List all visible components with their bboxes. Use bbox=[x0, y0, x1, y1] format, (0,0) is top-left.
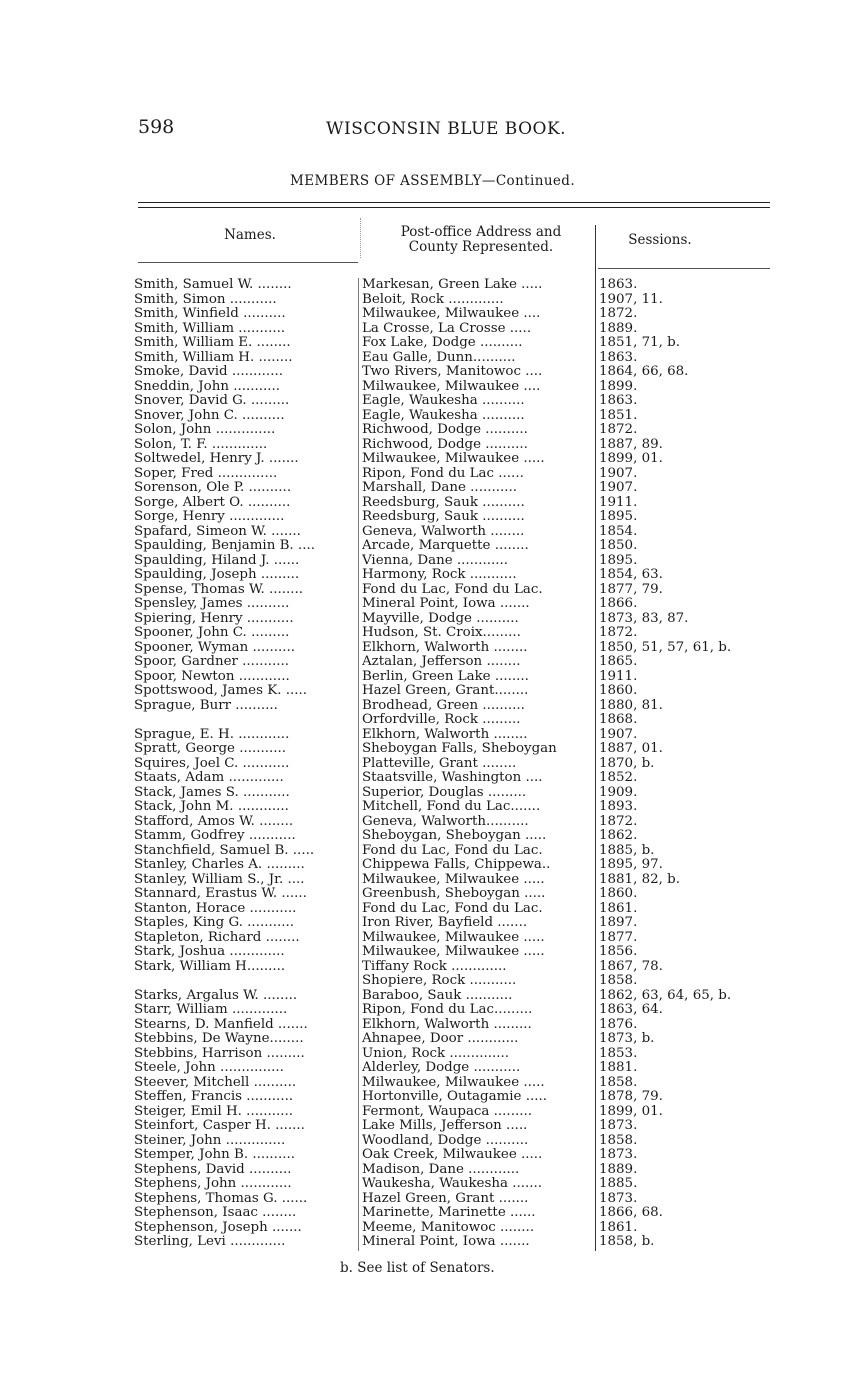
member-address: Fox Lake, Dodge .......... bbox=[362, 336, 523, 350]
page-header bbox=[138, 116, 778, 146]
member-sessions: 1889. bbox=[599, 320, 638, 336]
member-address: Woodland, Dodge .......... bbox=[362, 1133, 529, 1148]
member-address: Orfordville, Rock ......... bbox=[362, 713, 521, 727]
member-name: Stanley, William S., Jr. .... bbox=[134, 872, 305, 887]
member-sessions: 1911. bbox=[599, 494, 638, 510]
member-name: Spratt, George ........... bbox=[134, 742, 287, 756]
member-address: Mineral Point, Iowa ....... bbox=[362, 1235, 530, 1249]
member-sessions: 1895. bbox=[599, 509, 638, 524]
member-name: Steele, John ............... bbox=[134, 1061, 284, 1075]
member-name: Spaulding, Benjamin B. .... bbox=[134, 539, 315, 553]
member-sessions: 1895, 97. bbox=[599, 857, 663, 872]
member-address: Madison, Dane ............ bbox=[362, 1162, 520, 1177]
member-sessions: 1877. bbox=[599, 929, 638, 945]
member-name: Soltwedel, Henry J. ....... bbox=[134, 452, 299, 466]
member-address: Beloit, Rock ............. bbox=[362, 292, 504, 307]
table-row bbox=[0, 989, 859, 1003]
member-sessions: 1868. bbox=[599, 712, 638, 727]
member-address: Eagle, Waukesha .......... bbox=[362, 394, 525, 408]
member-sessions: 1897. bbox=[599, 915, 638, 930]
table-row bbox=[0, 1221, 859, 1235]
member-sessions: 1909. bbox=[599, 784, 638, 800]
member-sessions: 1863. bbox=[599, 393, 638, 408]
member-sessions: 1873. bbox=[599, 1118, 638, 1133]
member-name: Smoke, David ............ bbox=[134, 365, 283, 379]
member-address: Mineral Point, Iowa ....... bbox=[362, 597, 530, 611]
member-sessions: 1863, 64. bbox=[599, 1002, 663, 1017]
names-header-rule bbox=[138, 262, 358, 263]
member-sessions: 1907. bbox=[599, 726, 638, 742]
table-row bbox=[0, 1163, 859, 1177]
member-sessions: 1850. bbox=[599, 538, 638, 553]
table-row bbox=[0, 583, 859, 597]
table-row bbox=[0, 496, 859, 510]
member-address: Mayville, Dodge .......... bbox=[362, 611, 519, 626]
member-sessions: 1872. bbox=[599, 813, 638, 829]
member-sessions: 1885. bbox=[599, 1176, 638, 1191]
page-number: 598 bbox=[138, 116, 175, 138]
member-sessions: 1893. bbox=[599, 799, 638, 814]
member-name: Spoor, Newton ............ bbox=[134, 669, 290, 684]
table-row bbox=[0, 1119, 859, 1133]
member-name: Stebbins, De Wayne........ bbox=[134, 1032, 304, 1046]
member-sessions: 1865. bbox=[599, 654, 638, 669]
book-title: WISCONSIN BLUE BOOK. bbox=[326, 119, 567, 139]
table-row bbox=[0, 380, 859, 394]
member-sessions: 1887, 01. bbox=[599, 741, 663, 756]
member-name: Spense, Thomas W. ........ bbox=[134, 582, 304, 597]
member-name: Spensley, James .......... bbox=[134, 597, 290, 611]
table-row bbox=[0, 1177, 859, 1191]
member-address: Lake Mills, Jefferson ..... bbox=[362, 1119, 528, 1133]
member-name: Spoor, Gardner ........... bbox=[134, 655, 289, 669]
member-address: Fond du Lac, Fond du Lac. bbox=[362, 901, 543, 916]
table-row bbox=[0, 931, 859, 945]
member-name: Steffen, Francis ........... bbox=[134, 1090, 294, 1104]
member-sessions: 1881, 82, b. bbox=[599, 871, 680, 887]
member-sessions: 1885, b. bbox=[599, 842, 655, 858]
member-name: Steiner, John .............. bbox=[134, 1133, 286, 1148]
table-row bbox=[0, 554, 859, 568]
member-sessions: 1873, 83, 87. bbox=[599, 610, 689, 626]
member-sessions: 1850, 51, 57, 61, b. bbox=[599, 639, 732, 655]
column-header-sessions: Sessions. bbox=[628, 232, 692, 248]
table-row bbox=[0, 293, 859, 307]
column-header-address-line2: County Represented. bbox=[408, 239, 554, 255]
member-name: Stebbins, Harrison ......... bbox=[134, 1046, 305, 1061]
member-address: Greenbush, Sheboygan ..... bbox=[362, 887, 546, 901]
member-name: Sorge, Henry ............. bbox=[134, 510, 285, 524]
member-address: Eau Galle, Dunn.......... bbox=[362, 350, 516, 365]
member-sessions: 1860. bbox=[599, 886, 638, 901]
member-sessions: 1876. bbox=[599, 1016, 638, 1032]
table-row bbox=[0, 351, 859, 365]
member-sessions: 1854. bbox=[599, 523, 638, 539]
member-sessions: 1881. bbox=[599, 1060, 638, 1075]
member-address: Milwaukee, Milwaukee .... bbox=[362, 307, 541, 321]
table-row bbox=[0, 742, 859, 756]
member-name: Stephens, John ............ bbox=[134, 1177, 292, 1191]
member-sessions: 1899, 01. bbox=[599, 1103, 663, 1119]
member-sessions: 1851, 71, b. bbox=[599, 335, 680, 350]
member-name: Smith, William E. ........ bbox=[134, 336, 291, 350]
member-name: Smith, William ........... bbox=[134, 321, 286, 336]
member-sessions: 1873. bbox=[599, 1147, 638, 1162]
column-header-names: Names. bbox=[224, 227, 276, 243]
member-name: Smith, Simon ........... bbox=[134, 292, 277, 307]
table-row bbox=[0, 713, 859, 727]
table-row bbox=[0, 641, 859, 655]
member-name: Stanton, Horace ........... bbox=[134, 901, 297, 916]
member-sessions: 1880, 81. bbox=[599, 697, 663, 713]
member-sessions: 1854, 63. bbox=[599, 567, 663, 582]
table-row bbox=[0, 336, 859, 350]
member-name: Stack, James S. ........... bbox=[134, 785, 290, 800]
table-row bbox=[0, 684, 859, 698]
table-row bbox=[0, 844, 859, 858]
member-address: Elkhorn, Walworth ........ bbox=[362, 727, 528, 742]
member-address: Iron River, Bayfield ....... bbox=[362, 916, 528, 930]
member-name: Squires, Joel C. ........... bbox=[134, 756, 290, 771]
member-name: Sorge, Albert O. .......... bbox=[134, 495, 291, 510]
member-sessions: 1858. bbox=[599, 973, 638, 988]
table-row bbox=[0, 1105, 859, 1119]
member-address: Two Rivers, Manitowoc .... bbox=[362, 365, 543, 379]
member-name: Stephenson, Joseph ....... bbox=[134, 1220, 302, 1235]
member-name: Stark, William H......... bbox=[134, 959, 286, 974]
member-sessions: 1867, 78. bbox=[599, 958, 663, 974]
member-name: Stearns, D. Manfield ....... bbox=[134, 1017, 308, 1032]
member-sessions: 1862. bbox=[599, 828, 638, 843]
member-name: Sterling, Levi ............. bbox=[134, 1235, 286, 1249]
sessions-header-rule bbox=[598, 268, 770, 269]
member-sessions: 1853. bbox=[599, 1045, 638, 1061]
member-name: Stanley, Charles A. ......... bbox=[134, 858, 305, 872]
member-address: Superior, Douglas ......... bbox=[362, 785, 527, 800]
member-sessions: 1863. bbox=[599, 277, 638, 292]
table-row bbox=[0, 1003, 859, 1017]
table-row bbox=[0, 815, 859, 829]
table-row bbox=[0, 655, 859, 669]
member-sessions: 1864, 66, 68. bbox=[599, 364, 689, 379]
table-row bbox=[0, 670, 859, 684]
member-sessions: 1887, 89. bbox=[599, 436, 663, 452]
table-row bbox=[0, 858, 859, 872]
member-name: Starr, William ............. bbox=[134, 1003, 288, 1017]
member-name: Spaulding, Joseph ......... bbox=[134, 568, 300, 582]
member-name: Snover, David G. ......... bbox=[134, 394, 290, 408]
table-row bbox=[0, 916, 859, 930]
table-row bbox=[0, 873, 859, 887]
member-name: Stafford, Amos W. ........ bbox=[134, 814, 294, 829]
member-address: La Crosse, La Crosse ..... bbox=[362, 321, 532, 336]
member-name: Starks, Argalus W. ........ bbox=[134, 988, 298, 1003]
member-name: Spooner, John C. ......... bbox=[134, 626, 290, 640]
member-name: Stemper, John B. .......... bbox=[134, 1148, 295, 1162]
member-sessions: 1872. bbox=[599, 306, 638, 321]
member-sessions: 1895. bbox=[599, 552, 638, 568]
member-address: Fermont, Waupaca ......... bbox=[362, 1104, 532, 1119]
member-name: Solon, John .............. bbox=[134, 423, 276, 437]
member-sessions: 1852. bbox=[599, 770, 638, 785]
member-sessions: 1873, b. bbox=[599, 1031, 655, 1046]
member-sessions: 1877, 79. bbox=[599, 581, 663, 597]
member-sessions: 1872. bbox=[599, 422, 638, 437]
table-row bbox=[0, 467, 859, 481]
table-row bbox=[0, 887, 859, 901]
member-address: Milwaukee, Milwaukee ..... bbox=[362, 945, 545, 959]
member-address: Fond du Lac, Fond du Lac. bbox=[362, 843, 543, 858]
table-row bbox=[0, 409, 859, 423]
table-row bbox=[0, 1134, 859, 1148]
table-row bbox=[0, 1148, 859, 1162]
member-sessions: 1873. bbox=[599, 1190, 638, 1206]
member-name: Stamm, Godfrey ........... bbox=[134, 829, 296, 843]
member-name: Spottswood, James K. ..... bbox=[134, 684, 308, 698]
table-row bbox=[0, 539, 859, 553]
table-row bbox=[0, 597, 859, 611]
member-sessions: 1911. bbox=[599, 668, 638, 684]
table-row bbox=[0, 612, 859, 626]
member-sessions: 1872. bbox=[599, 625, 638, 640]
member-name: Spafard, Simeon W. ....... bbox=[134, 524, 301, 539]
table-row bbox=[0, 945, 859, 959]
table-row bbox=[0, 800, 859, 814]
member-name: Smith, Winfield .......... bbox=[134, 307, 286, 321]
table-row bbox=[0, 1076, 859, 1090]
member-sessions: 1870, b. bbox=[599, 755, 655, 771]
member-address: Hazel Green, Grant........ bbox=[362, 684, 529, 698]
table-row bbox=[0, 1018, 859, 1032]
member-name: Sneddin, John ........... bbox=[134, 379, 281, 394]
member-address: Hazel Green, Grant ....... bbox=[362, 1191, 529, 1206]
member-name: Sprague, Burr .......... bbox=[134, 698, 278, 713]
member-address: Aztalan, Jefferson ........ bbox=[362, 655, 521, 669]
table-row bbox=[0, 394, 859, 408]
member-name: Sorenson, Ole P. .......... bbox=[134, 481, 292, 495]
column-divider-header bbox=[360, 218, 361, 258]
member-sessions: 1856. bbox=[599, 944, 638, 959]
member-sessions: 1899, 01. bbox=[599, 451, 663, 466]
member-name: Steinfort, Casper H. ....... bbox=[134, 1119, 305, 1133]
member-address: Reedsburg, Sauk .......... bbox=[362, 510, 525, 524]
table-row bbox=[0, 423, 859, 437]
table-row bbox=[0, 307, 859, 321]
member-address: Hudson, St. Croix......... bbox=[362, 626, 521, 640]
member-address: Richwood, Dodge .......... bbox=[362, 437, 528, 452]
member-name: Steiger, Emil H. ........... bbox=[134, 1104, 294, 1119]
member-name: Staats, Adam ............. bbox=[134, 771, 284, 785]
member-address: Platteville, Grant ........ bbox=[362, 756, 517, 771]
table-row bbox=[0, 960, 859, 974]
member-address: Vienna, Dane ............ bbox=[362, 553, 508, 568]
column-header-address bbox=[370, 225, 592, 255]
section-subtitle: MEMBERS OF ASSEMBLY—Continued. bbox=[290, 173, 576, 189]
member-address: Sheboygan, Sheboygan ..... bbox=[362, 829, 547, 843]
member-address: Elkhorn, Walworth ........ bbox=[362, 640, 528, 655]
table-row bbox=[0, 786, 859, 800]
member-address: Milwaukee, Milwaukee ..... bbox=[362, 1075, 545, 1090]
member-sessions: 1878, 79. bbox=[599, 1089, 663, 1104]
column-header-address-line1: Post-office Address and bbox=[400, 224, 562, 240]
table-row bbox=[0, 1047, 859, 1061]
member-address: Eagle, Waukesha .......... bbox=[362, 408, 525, 423]
member-address: Harmony, Rock ........... bbox=[362, 568, 517, 582]
member-name: Spiering, Henry ........... bbox=[134, 611, 294, 626]
member-address: Shopiere, Rock ........... bbox=[362, 974, 517, 988]
member-address: Meeme, Manitowoc ........ bbox=[362, 1220, 535, 1235]
table-row bbox=[0, 438, 859, 452]
table-row bbox=[0, 829, 859, 843]
member-name: Spooner, Wyman .......... bbox=[134, 640, 296, 655]
member-name: Stanchfield, Samuel B. ..... bbox=[134, 843, 315, 858]
member-address: Baraboo, Sauk ........... bbox=[362, 988, 513, 1003]
member-address: Ripon, Fond du Lac......... bbox=[362, 1003, 533, 1017]
member-sessions: 1851. bbox=[599, 407, 638, 423]
table-row bbox=[0, 481, 859, 495]
member-sessions: 1858. bbox=[599, 1132, 638, 1148]
member-address: Tiffany Rock ............. bbox=[362, 959, 507, 974]
table-row bbox=[0, 278, 859, 292]
table-row bbox=[0, 1032, 859, 1046]
member-address: Ahnapee, Door ............ bbox=[362, 1032, 519, 1046]
member-address: Milwaukee, Milwaukee ..... bbox=[362, 872, 545, 887]
member-name: Stapleton, Richard ........ bbox=[134, 930, 300, 945]
member-address: Milwaukee, Milwaukee ..... bbox=[362, 452, 545, 466]
member-address: Waukesha, Waukesha ....... bbox=[362, 1177, 543, 1191]
table-row bbox=[0, 626, 859, 640]
member-address: Milwaukee, Milwaukee .... bbox=[362, 379, 541, 394]
member-sessions: 1889. bbox=[599, 1161, 638, 1177]
table-row bbox=[0, 568, 859, 582]
table-row bbox=[0, 728, 859, 742]
member-name: Stephens, David .......... bbox=[134, 1162, 292, 1177]
member-sessions: 1863. bbox=[599, 349, 638, 365]
member-address: Alderley, Dodge ........... bbox=[362, 1061, 521, 1075]
member-address: Richwood, Dodge .......... bbox=[362, 423, 528, 437]
member-address: Arcade, Marquette ........ bbox=[362, 539, 529, 553]
table-row bbox=[0, 1090, 859, 1104]
member-name: Smith, Samuel W. ........ bbox=[134, 278, 292, 292]
member-address: Marshall, Dane ........... bbox=[362, 481, 517, 495]
member-name: Stephenson, Isaac ........ bbox=[134, 1206, 297, 1220]
member-sessions: 1858, b. bbox=[599, 1234, 655, 1249]
table-row bbox=[0, 1061, 859, 1075]
member-sessions: 1860. bbox=[599, 683, 638, 698]
member-address: Ripon, Fond du Lac ...... bbox=[362, 466, 524, 481]
table-row bbox=[0, 1235, 859, 1249]
member-address: Hortonville, Outagamie ..... bbox=[362, 1090, 548, 1104]
member-sessions: 1861. bbox=[599, 1219, 638, 1235]
table-row bbox=[0, 771, 859, 785]
table-row bbox=[0, 974, 859, 988]
member-sessions: 1861. bbox=[599, 900, 638, 916]
table-row bbox=[0, 1206, 859, 1220]
table-row bbox=[0, 525, 859, 539]
member-address: Geneva, Walworth ........ bbox=[362, 524, 525, 539]
member-address: Marinette, Marinette ...... bbox=[362, 1206, 536, 1220]
member-address: Mitchell, Fond du Lac....... bbox=[362, 800, 541, 814]
member-name: Soper, Fred .............. bbox=[134, 466, 278, 481]
member-address: Oak Creek, Milwaukee ..... bbox=[362, 1148, 543, 1162]
member-sessions: 1907. bbox=[599, 465, 638, 481]
member-address: Geneva, Walworth.......... bbox=[362, 814, 529, 829]
table-row bbox=[0, 510, 859, 524]
table-row bbox=[0, 452, 859, 466]
member-address: Staatsville, Washington .... bbox=[362, 771, 543, 785]
table-row bbox=[0, 365, 859, 379]
member-name: Stark, Joshua ............. bbox=[134, 945, 285, 959]
member-address: Elkhorn, Walworth ......... bbox=[362, 1017, 532, 1032]
member-address: Brodhead, Green .......... bbox=[362, 698, 525, 713]
member-address: Markesan, Green Lake ..... bbox=[362, 278, 543, 292]
member-address: Reedsburg, Sauk .......... bbox=[362, 495, 525, 510]
member-name: Smith, William H. ........ bbox=[134, 350, 293, 365]
member-name: Sprague, E. H. ............ bbox=[134, 727, 290, 742]
member-address: Chippewa Falls, Chippewa.. bbox=[362, 858, 551, 872]
member-sessions: 1907. bbox=[599, 480, 638, 495]
footnote: b. See list of Senators. bbox=[340, 1260, 495, 1276]
table-row bbox=[0, 902, 859, 916]
member-sessions: 1899. bbox=[599, 378, 638, 394]
member-name: Stannard, Erastus W. ...... bbox=[134, 887, 307, 901]
member-address: Milwaukee, Milwaukee ..... bbox=[362, 930, 545, 945]
member-address: Fond du Lac, Fond du Lac. bbox=[362, 582, 543, 597]
table-row bbox=[0, 757, 859, 771]
member-name: Snover, John C. .......... bbox=[134, 408, 285, 423]
member-name: Steever, Mitchell .......... bbox=[134, 1075, 297, 1090]
member-address: Sheboygan Falls, Sheboygan bbox=[362, 742, 557, 756]
member-name: Stephens, Thomas G. ...... bbox=[134, 1191, 308, 1206]
member-sessions: 1862, 63, 64, 65, b. bbox=[599, 987, 732, 1003]
table-row bbox=[0, 322, 859, 336]
member-address: Union, Rock .............. bbox=[362, 1046, 509, 1061]
member-name: Spaulding, Hiland J. ...... bbox=[134, 553, 300, 568]
member-name: Staples, King G. ........... bbox=[134, 916, 294, 930]
table-row bbox=[0, 1192, 859, 1206]
table-row bbox=[0, 699, 859, 713]
member-sessions: 1866. bbox=[599, 596, 638, 611]
member-sessions: 1858. bbox=[599, 1074, 638, 1090]
header-rule-bottom bbox=[138, 207, 770, 208]
header-rule-top bbox=[138, 202, 770, 203]
member-sessions: 1907, 11. bbox=[599, 291, 663, 307]
member-address: Berlin, Green Lake ........ bbox=[362, 669, 529, 684]
member-name: Stack, John M. ............ bbox=[134, 800, 289, 814]
member-sessions: 1866, 68. bbox=[599, 1205, 663, 1220]
member-name: Solon, T. F. ............. bbox=[134, 437, 268, 452]
